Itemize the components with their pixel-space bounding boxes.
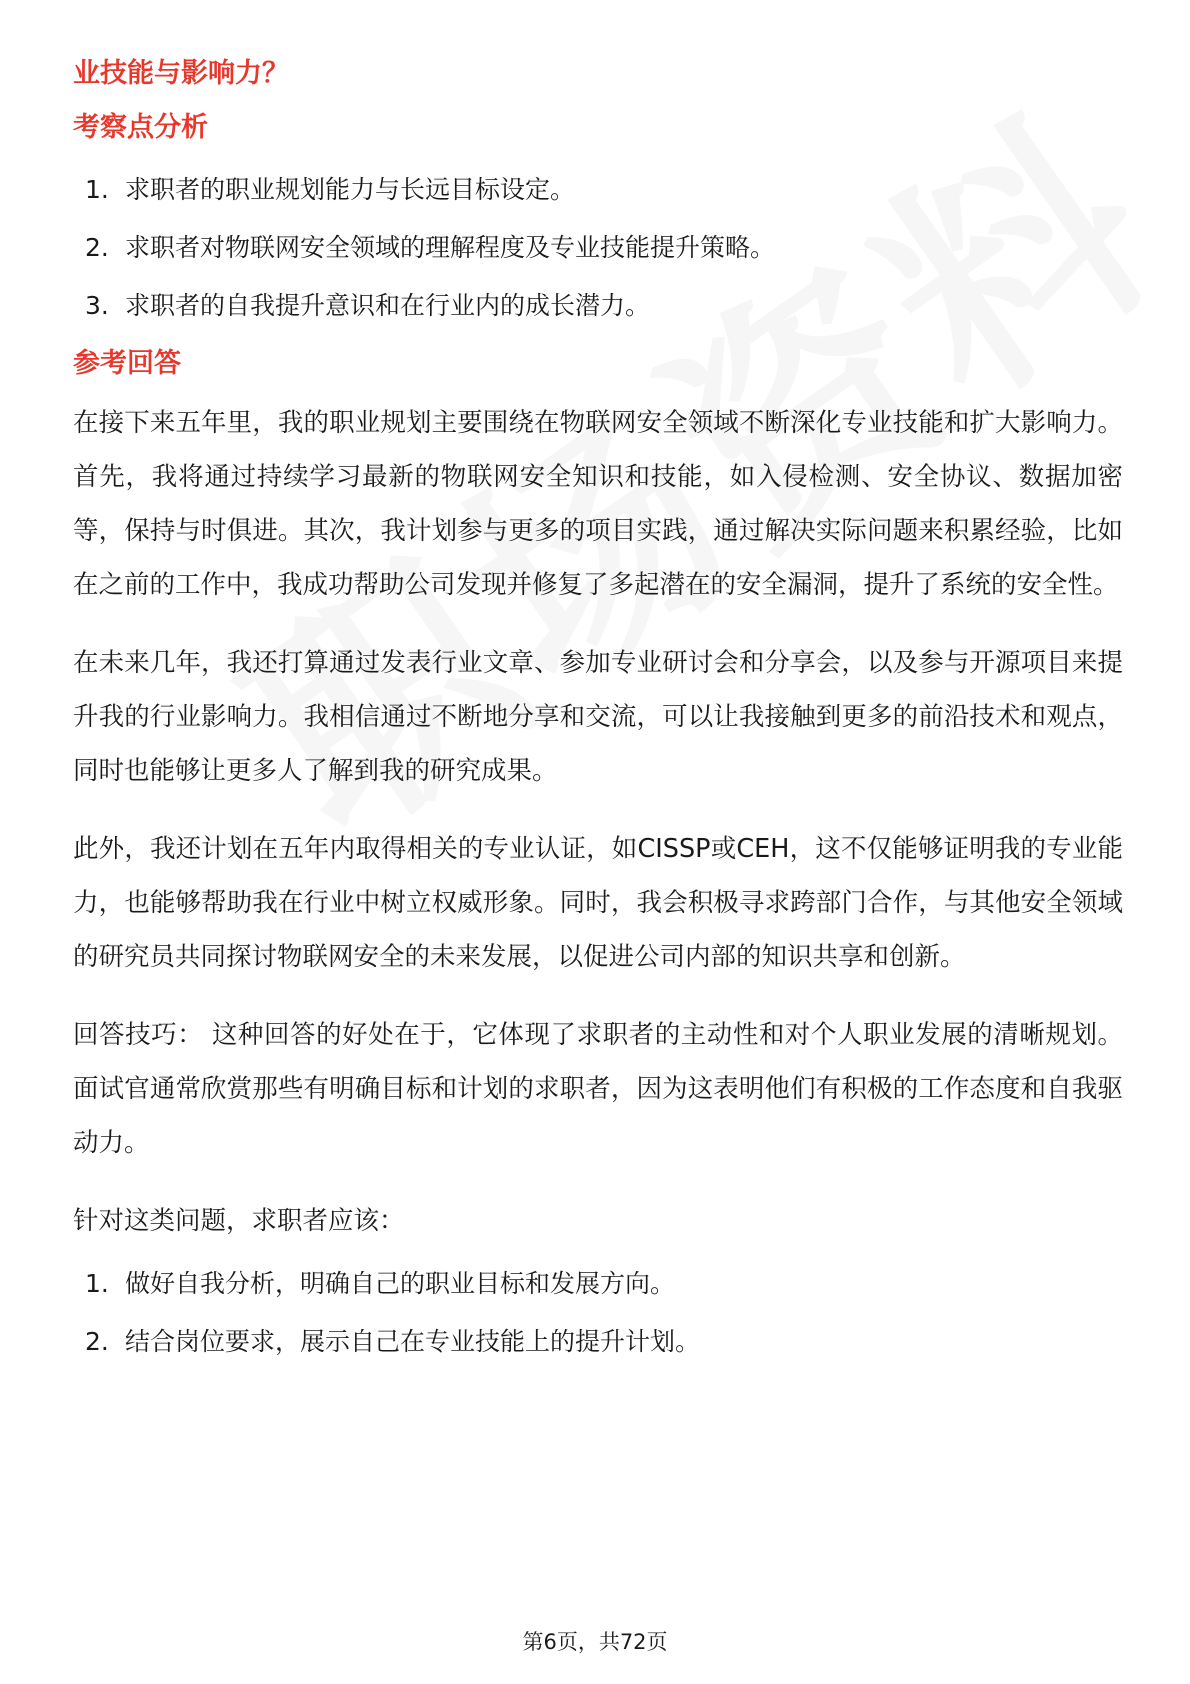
- list-item: [73, 1324, 1123, 1360]
- advice-list: [73, 1266, 1123, 1360]
- list-item-number: 1.: [85, 1269, 109, 1298]
- advice-intro: 针对这类问题，求职者应该：: [73, 1206, 405, 1236]
- list-item: [73, 288, 1123, 324]
- answer-tips-paragraph: 回答技巧： 这种回答的好处在于，它体现了求职者的主动性和对个人职业发展的清晰规划。面试官通常欣赏那些有明确目标和计划的求职者，因为这表明他们有积极的工作态度和自我驱动力。: [73, 1020, 1123, 1158]
- list-item-text: 求职者的自我提升意识和在行业内的成长潜力。: [125, 291, 651, 320]
- answer-heading: 参考回答: [73, 348, 181, 379]
- list-item-number: 1.: [85, 175, 109, 204]
- page-footer: 第6页，共72页: [522, 1630, 668, 1654]
- analysis-heading: 考察点分析: [73, 112, 208, 143]
- list-item-number: 2.: [85, 233, 109, 262]
- answer-paragraph-1: 在接下来五年里，我的职业规划主要围绕在物联网安全领域不断深化专业技能和扩大影响力。首先，我将通过持续学习最新的物联网安全知识和技能，如入侵检测、安全协议、数据加密等，保持与时俱进。其次，我计划参与更多的项目实践，通过解决实际问题来积累经验，比如在之前的工作中，我成功帮助公司发现并修复了多起潜在的安全漏洞，提升了系统的安全性。: [73, 408, 1123, 600]
- list-item-text: 求职者对物联网安全领域的理解程度及专业技能提升策略。: [125, 233, 776, 262]
- document-content: [73, 56, 1123, 1382]
- list-item-number: 2.: [85, 1327, 109, 1356]
- list-item-text: 做好自我分析，明确自己的职业目标和发展方向。: [125, 1269, 676, 1298]
- list-item-text: 结合岗位要求，展示自己在专业技能上的提升计划。: [125, 1327, 701, 1356]
- answer-paragraph-3: 此外，我还计划在五年内取得相关的专业认证，如CISSP或CEH，这不仅能够证明我的专业能力，也能够帮助我在行业中树立权威形象。同时，我会积极寻求跨部门合作，与其他安全领域的研究员共同探讨物联网安全的未来发展，以促进公司内部的知识共享和创新。: [73, 834, 1123, 972]
- list-item: [73, 172, 1123, 208]
- analysis-list: [73, 172, 1123, 324]
- answer-paragraph-2: 在未来几年，我还打算通过发表行业文章、参加专业研讨会和分享会，以及参与开源项目来提升我的行业影响力。我相信通过不断地分享和交流，可以让我接触到更多的前沿技术和观点，同时也能够让更多人了解到我的研究成果。: [73, 648, 1123, 786]
- continued-question-heading: 业技能与影响力？: [73, 58, 289, 89]
- list-item: [73, 230, 1123, 266]
- list-item-text: 求职者的职业规划能力与长远目标设定。: [125, 175, 576, 204]
- list-item: [73, 1266, 1123, 1302]
- list-item-number: 3.: [85, 291, 109, 320]
